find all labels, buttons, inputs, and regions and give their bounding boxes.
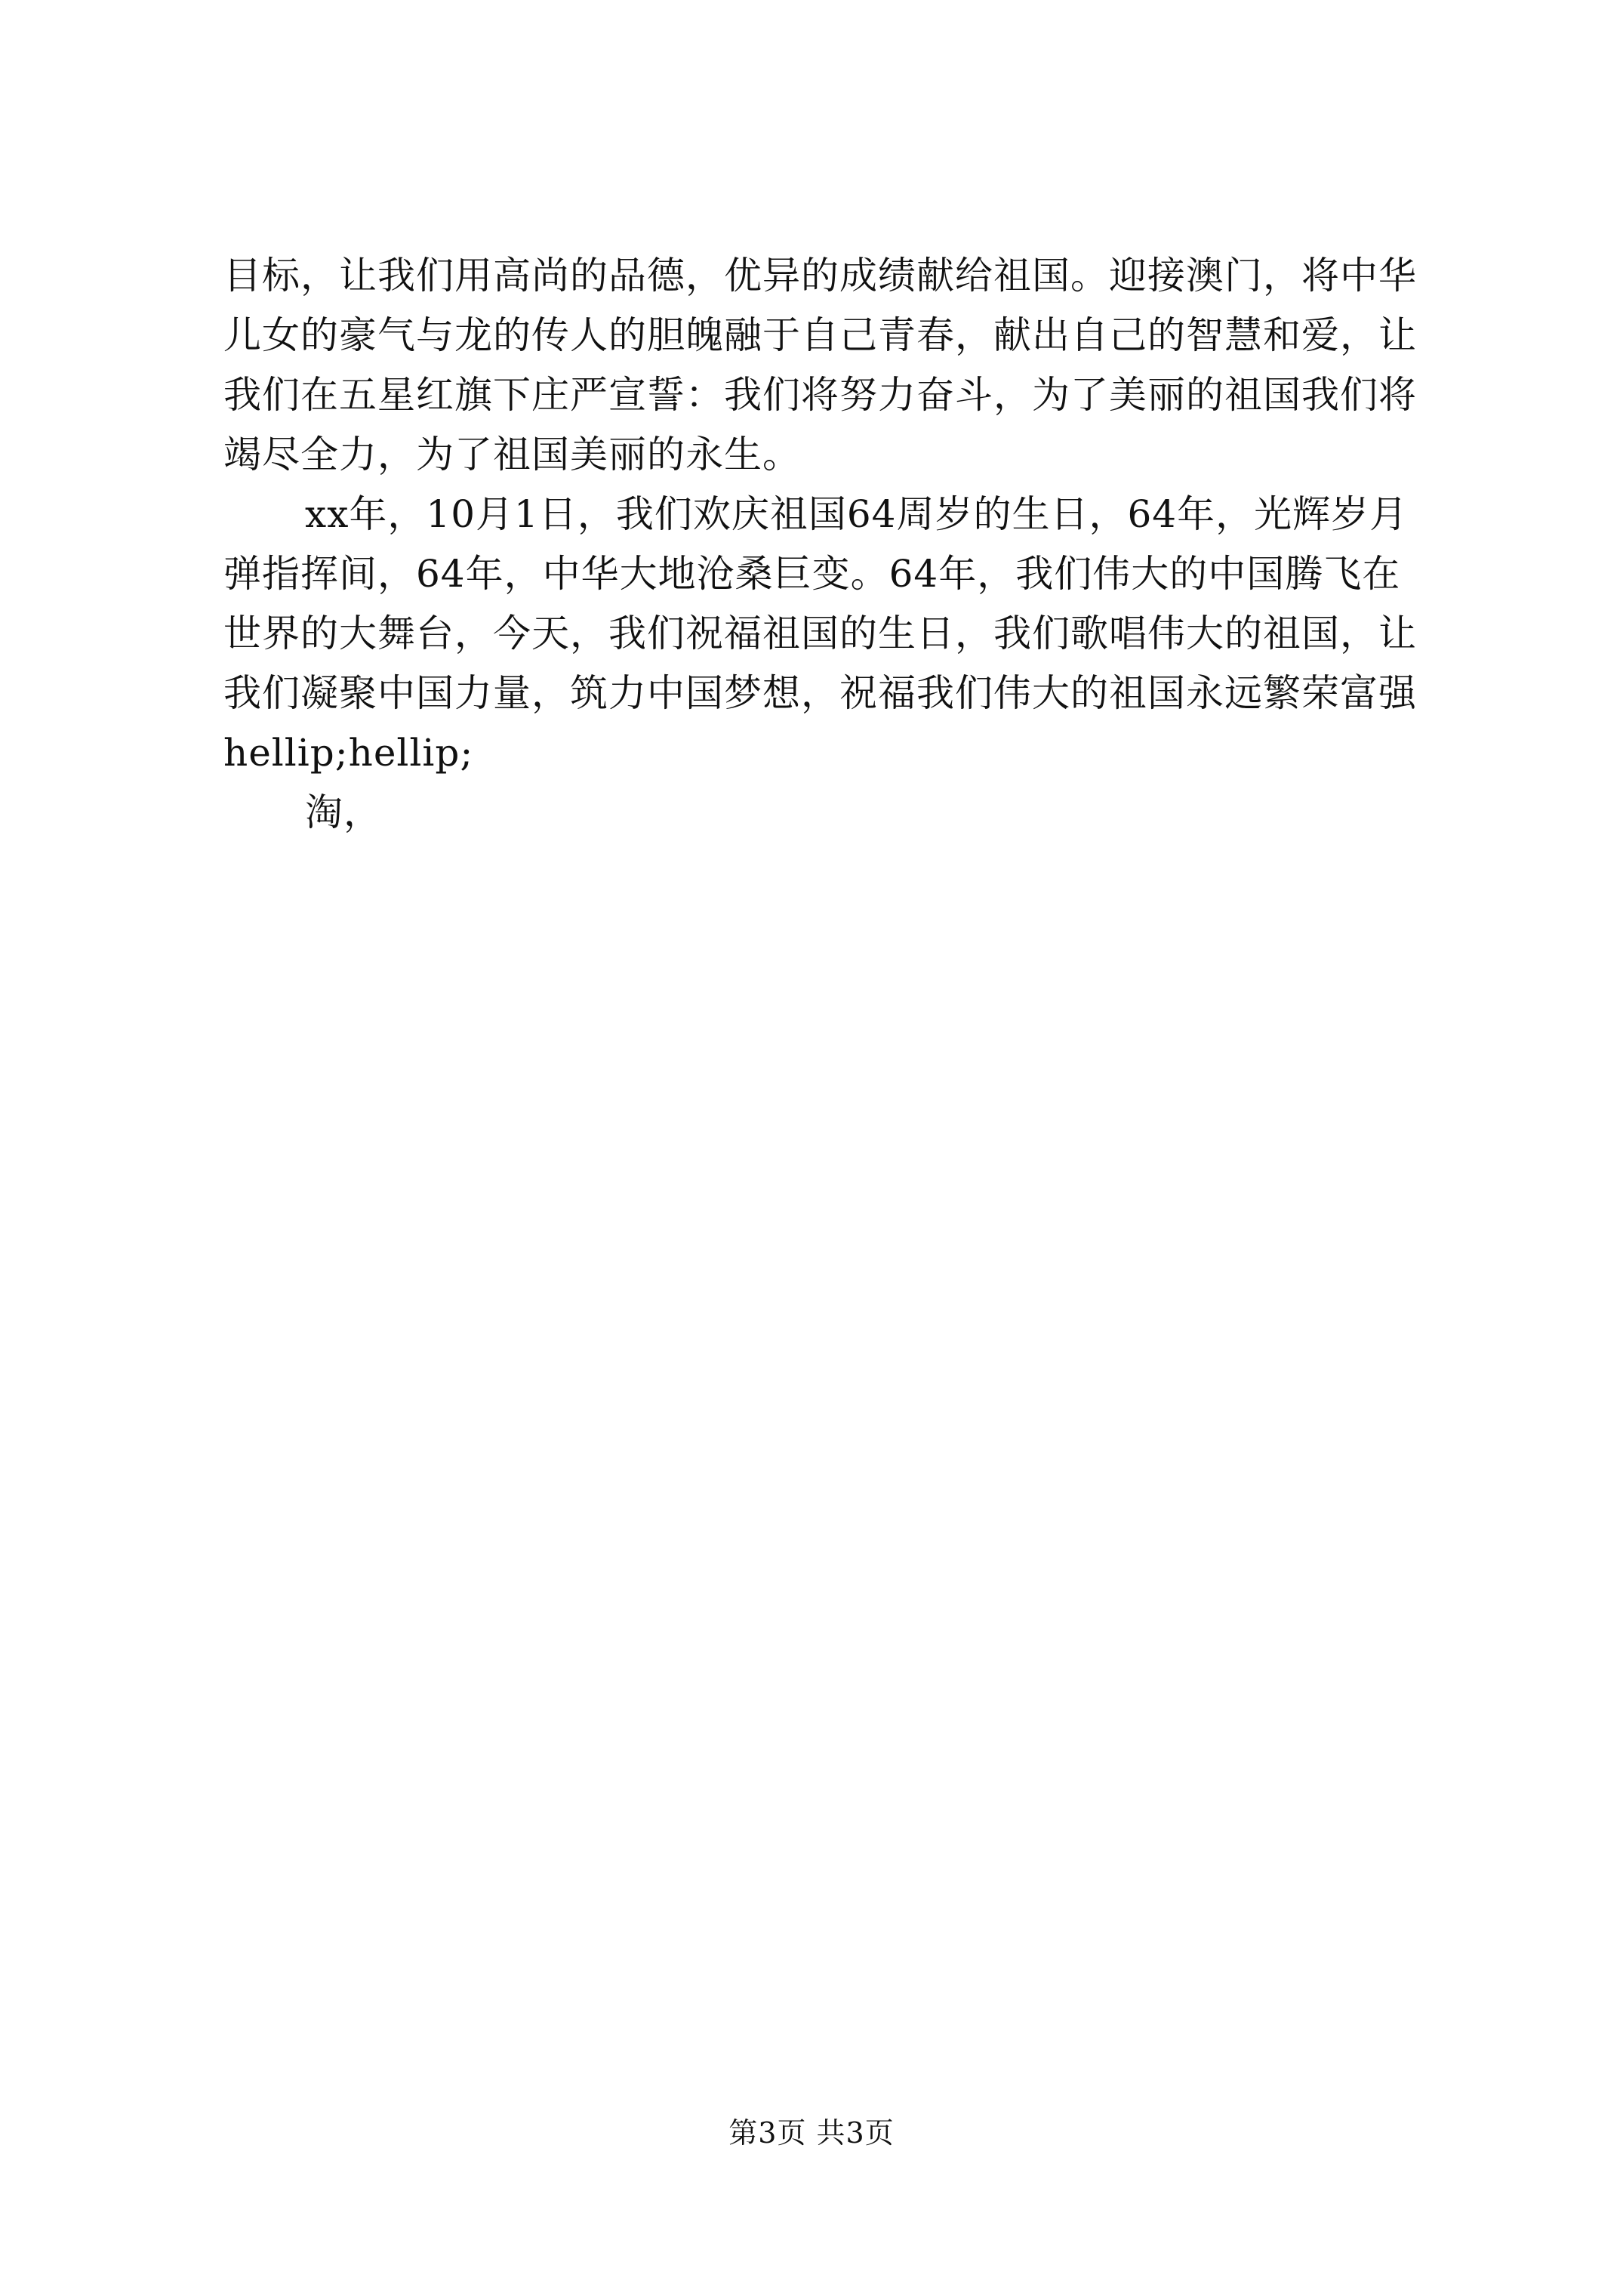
page-footer: 第3页 共3页 <box>728 2116 895 2150</box>
document-body <box>223 246 1431 843</box>
paragraph-1: 目标，让我们用高尚的品德，优异的成绩献给祖国。迎接澳门，将中华儿女的豪气与龙的传人的胆魄融于自己青春，献出自己的智慧和爱，让我们在五星红旗下庄严宣誓：我们将努力奋斗，为了美丽的祖国我们将竭尽全力，为了祖国美丽的永生。 <box>223 254 1417 476</box>
paragraph-2: xx年，10月1日，我们欢庆祖国64周岁的生日，64年，光辉岁月弹指挥间，64年，中华大地沧桑巨变。64年，我们伟大的中国腾飞在世界的大舞台，今天，我们祝福祖国的生日，我们歌唱伟大的祖国，让我们凝聚中国力量，筑力中国梦想，祝福我们伟大的祖国永远繁荣富强hellip;hellip; <box>223 492 1417 775</box>
paragraph-3: 淘， <box>305 791 382 834</box>
